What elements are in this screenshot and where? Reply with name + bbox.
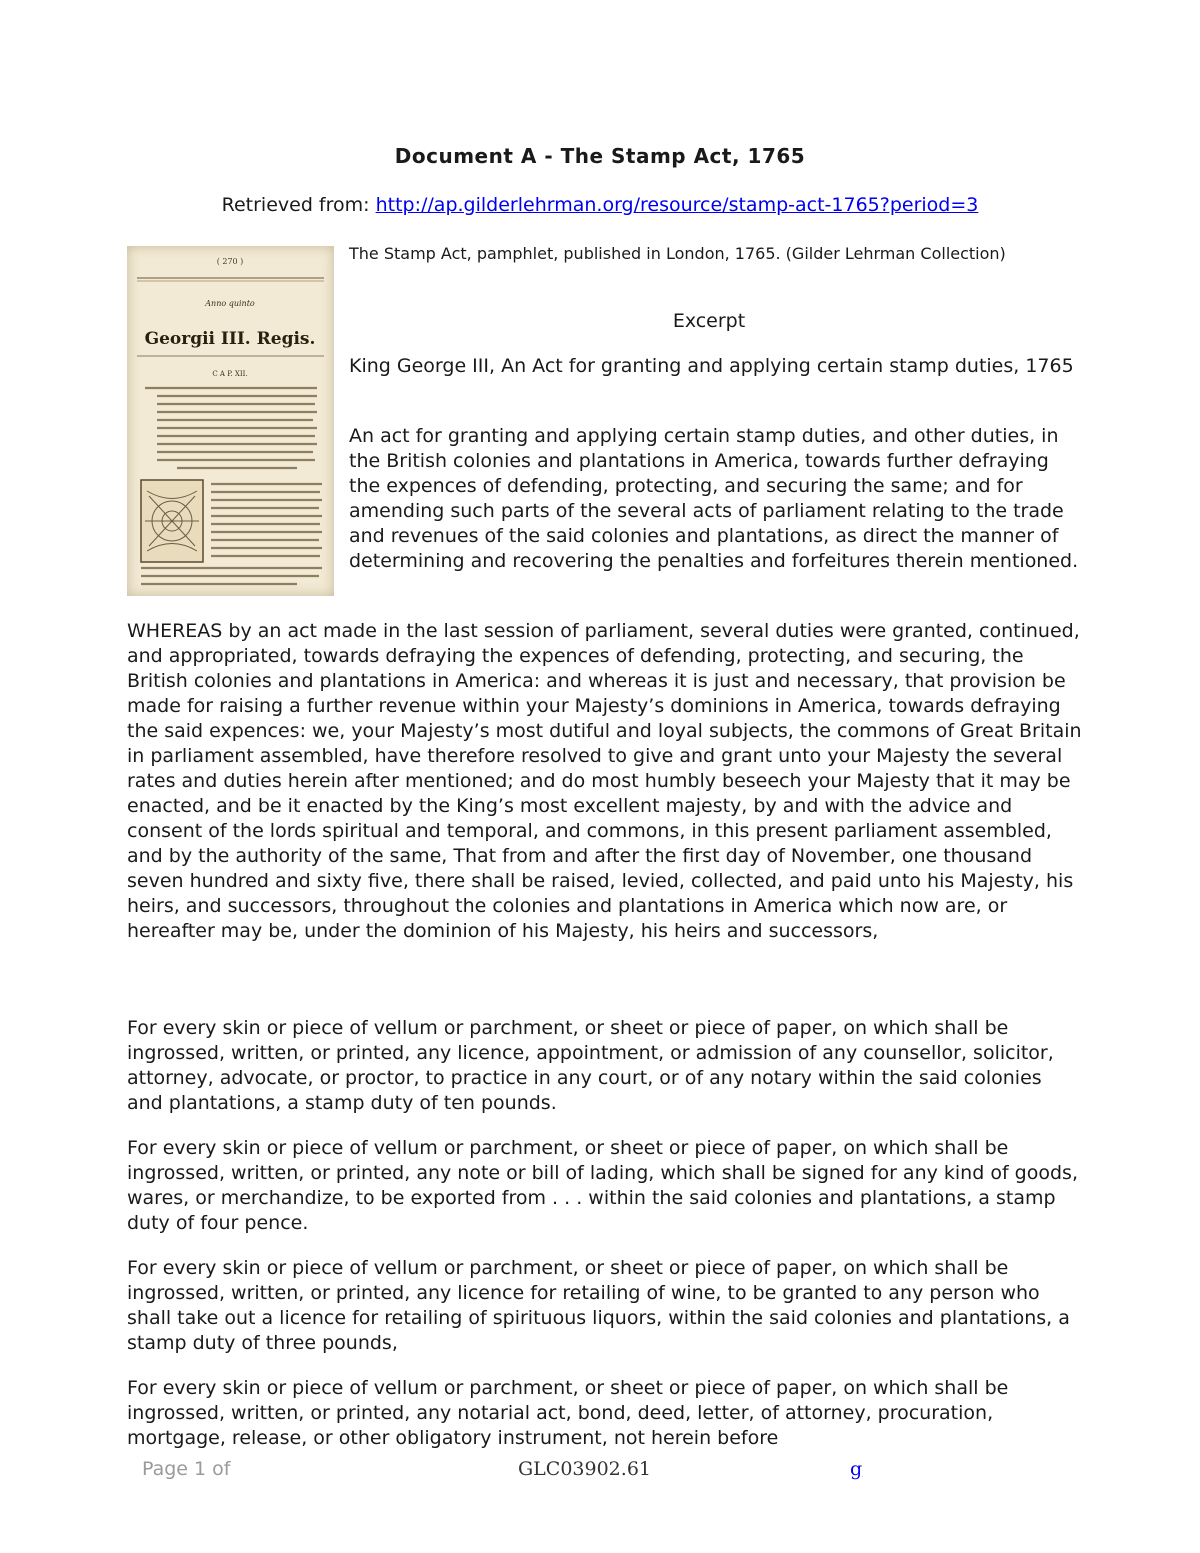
footer-page-link[interactable]: g <box>850 1458 863 1480</box>
source-link[interactable]: http://ap.gilderlehrman.org/resource/stamp-act-1765?period=3 <box>375 194 979 216</box>
footer-doc-id: GLC03902.61 <box>518 1458 651 1480</box>
footer-page-label: Page 1 of <box>142 1458 231 1480</box>
paragraph-wine-licence: For every skin or piece of vellum or parchment, or sheet or piece of paper, on which shall be ingrossed, written, or printed, any licence for retailing of wine, to be granted to any person who shall take out a licence for retailing of spirituous liquors, within the said colonies and plantations, a stamp duty of three pounds, <box>127 1257 1070 1354</box>
retrieved-line <box>0 194 1200 216</box>
pamphlet-chapter: C A P. XII. <box>212 370 248 378</box>
pamphlet-title: Georgii III. Regis. <box>144 329 316 349</box>
pamphlet-header-mark: ( 270 ) <box>216 257 244 266</box>
paragraph-counsellor-licence: For every skin or piece of vellum or parchment, or sheet or piece of paper, on which shall be ingrossed, written, or printed, any licence, appointment, or admission of any counsellor, solicitor, attorney, advocate, or proctor, to practice in any court, or of any notary within the said colonies and plantations, a stamp duty of ten pounds. <box>127 1017 1054 1114</box>
document-title: Document A - The Stamp Act, 1765 <box>394 144 806 168</box>
retrieved-label: Retrieved from: <box>221 194 376 216</box>
king-line: King George III, An Act for granting and applying certain stamp duties, 1765 <box>349 355 1074 377</box>
paragraph-bill-of-lading: For every skin or piece of vellum or parchment, or sheet or piece of paper, on which shall be ingrossed, written, or printed, any note or bill of lading, which shall be signed for any kind of goods, wares, or merchandize, to be exported from . . . within the said colonies and plantations, a stamp duty of four pence. <box>127 1137 1078 1234</box>
act-description: An act for granting and applying certain stamp duties, and other duties, in the British colonies and plantations in America, towards further defraying the expences of defending, protecting, and securing the same; and for amending such parts of the several acts of parliament relating to the trade and revenues of the said colonies and plantations, as direct the manner of determining and recovering the penalties and forfeitures therein mentioned. <box>349 425 1079 572</box>
excerpt-heading: Excerpt <box>672 310 746 332</box>
paragraph-whereas: WHEREAS by an act made in the last session of parliament, several duties were granted, continued, and appropriated, towards defraying the expences of defending, protecting, and securing, the British colonies and plantations in America: and whereas it is just and necessary, that provision be made for raising a further revenue within your Majesty’s dominions in America, towards defraying the said expences: we, your Majesty’s most dutiful and loyal subjects, the commons of Great Britain in parliament assembled, have therefore resolved to give and grant unto your Majesty the several rates and duties herein after mentioned; and do most humbly beseech your Majesty that it may be enacted, and be it enacted by the King’s most excellent majesty, by and with the advice and consent of the lords spiritual and temporal, and commons, in this present parliament assembled, and by the authority of the same, That from and after the first day of November, one thousand seven hundred and sixty five, there shall be raised, levied, collected, and paid unto his Majesty, his heirs, and successors, throughout the colonies and plantations in America which now are, or hereafter may be, under the dominion of his Majesty, his heirs and successors, <box>127 620 1082 942</box>
pamphlet-small-heading: Anno quinto <box>205 299 255 308</box>
pamphlet-image <box>127 246 334 596</box>
image-caption: The Stamp Act, pamphlet, published in London, 1765. (Gilder Lehrman Collection) <box>349 244 1006 263</box>
paragraph-notarial-act: For every skin or piece of vellum or parchment, or sheet or piece of paper, on which shall be ingrossed, written, or printed, any notarial act, bond, deed, letter, of attorney, procuration, mortgage, release, or other obligatory instrument, not herein before <box>127 1377 1009 1449</box>
